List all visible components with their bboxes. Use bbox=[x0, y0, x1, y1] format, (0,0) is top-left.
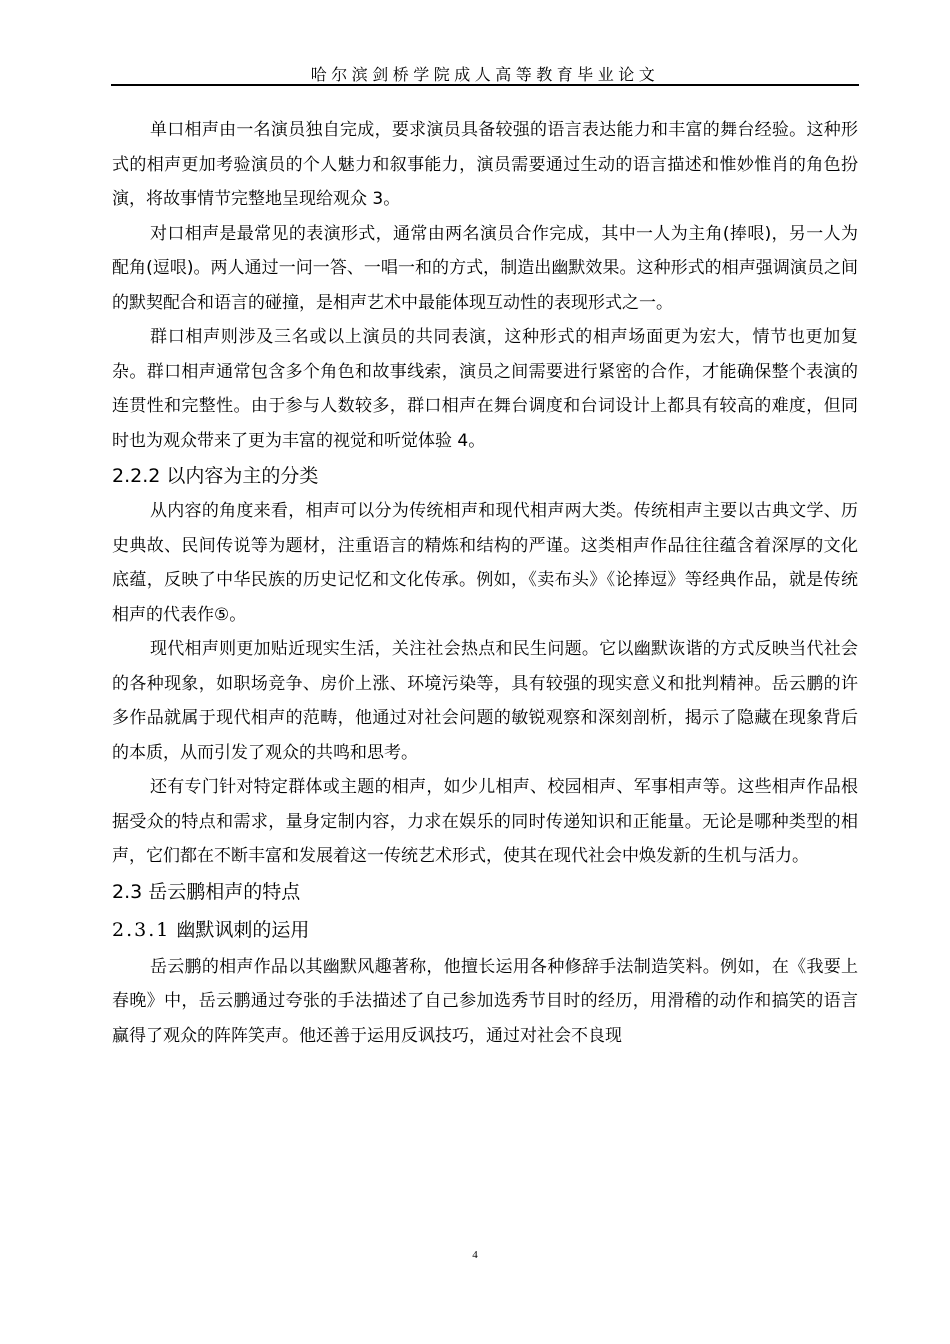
page-header-title: 哈尔滨剑桥学院成人高等教育毕业论文 bbox=[310, 65, 660, 84]
thesis-body bbox=[112, 113, 858, 1053]
section-number: 2.3.1 bbox=[112, 918, 171, 941]
section-title: 幽默讽刺的运用 bbox=[176, 918, 310, 941]
paragraph-group-crosstalk: 群口相声则涉及三名或以上演员的共同表演，这种形式的相声场面更为宏大，情节也更加复杂。群口相声通常包含多个角色和故事线索，演员之间需要进行紧密的合作，才能确保整个表演的连贯性和完整性。由于参与人数较多，群口相声在舞台调度和台词设计上都具有较高的难度，但同时也为观众带来了更为丰富的视觉和听觉体验 4。 bbox=[112, 327, 858, 451]
header-divider bbox=[111, 84, 859, 86]
page-number: 4 bbox=[472, 1249, 478, 1261]
paragraph-traditional-crosstalk: 从内容的角度来看，相声可以分为传统相声和现代相声两大类。传统相声主要以古典文学、历史典故、民间传说等为题材，注重语言的精炼和结构的严谨。这类相声作品往往蕴含着深厚的文化底蕴，反映了中华民族的历史记忆和文化传承。例如，《卖布头》《论捧逗》等经典作品，就是传统相声的代表作⑤。 bbox=[112, 501, 858, 625]
paragraph-humor-satire: 岳云鹏的相声作品以其幽默风趣著称，他擅长运用各种修辞手法制造笑料。例如，在《我要上春晚》中，岳云鹏通过夸张的手法描述了自己参加选秀节目时的经历，用滑稽的动作和搞笑的语言赢得了观众的阵阵笑声。他还善于运用反讽技巧，通过对社会不良现 bbox=[112, 956, 858, 1046]
paragraph-modern-crosstalk: 现代相声则更加贴近现实生活，关注社会热点和民生问题。它以幽默诙谐的方式反映当代社会的各种现象，如职场竞争、房价上涨、环境污染等，具有较强的现实意义和批判精神。岳云鹏的许多作品就属于现代相声的范畴，他通过对社会问题的敏锐观察和深刻剖析，揭示了隐藏在现象背后的本质，从而引发了观众的共鸣和思考。 bbox=[112, 639, 858, 763]
section-heading-2-3-1 bbox=[112, 910, 858, 950]
paragraph-solo-crosstalk: 单口相声由一名演员独自完成，要求演员具备较强的语言表达能力和丰富的舞台经验。这种形式的相声更加考验演员的个人魅力和叙事能力，演员需要通过生动的语言描述和惟妙惟肖的角色扮演，将故事情节完整地呈现给观众 3。 bbox=[112, 120, 858, 209]
paragraph-themed-crosstalk: 还有专门针对特定群体或主题的相声，如少儿相声、校园相声、军事相声等。这些相声作品根据受众的特点和需求，量身定制内容，力求在娱乐的同时传递知识和正能量。无论是哪种类型的相声，它们都在不断丰富和发展着这一传统艺术形式，使其在现代社会中焕发新的生机与活力。 bbox=[112, 777, 858, 866]
section-heading-2-2-2: 2.2.2 以内容为主的分类 bbox=[112, 465, 319, 487]
section-heading-2-3: 2.3 岳云鹏相声的特点 bbox=[112, 880, 301, 903]
paragraph-duo-crosstalk: 对口相声是最常见的表演形式，通常由两名演员合作完成，其中一人为主角(捧哏)，另一人为配角(逗哏)。两人通过一问一答、一唱一和的方式，制造出幽默效果。这种形式的相声强调演员之间的默契配合和语言的碰撞，是相声艺术中最能体现互动性的表现形式之一。 bbox=[112, 223, 858, 313]
